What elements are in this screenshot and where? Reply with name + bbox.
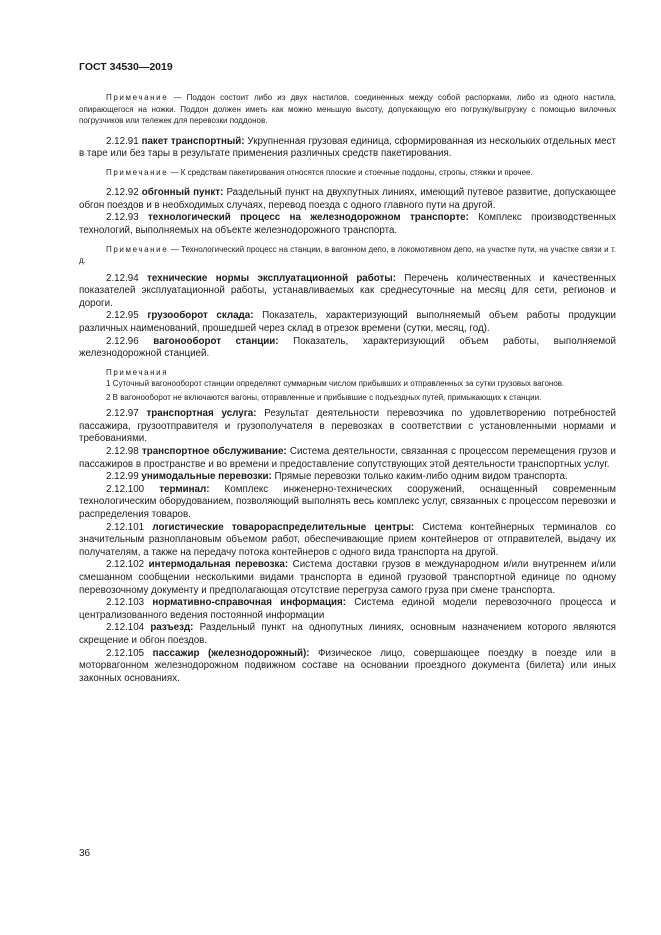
term-entry-2-12-96 xyxy=(79,336,616,361)
note xyxy=(79,167,616,179)
entry-number: 2.12.93 xyxy=(106,212,139,224)
term-entry-2-12-99 xyxy=(79,471,616,484)
term-title: грузооборот склада: xyxy=(147,310,254,322)
term-definition: Результат деятельности перевозчика по удовлетворению потребностей пассажира, грузоотправителя и грузополучателя в перевозках в соответствии с установленными нормами и требованиями. xyxy=(79,408,616,445)
entry-number: 2.12.105 xyxy=(106,647,145,659)
term-definition: Раздельный пункт на однопутных линиях, основным назначением которого являются скрещение и обгон поездов. xyxy=(79,622,616,646)
entry-number: 2.12.98 xyxy=(106,446,139,457)
note-text: — Поддон состоит либо из двух настилов, соединенных между собой распорками, либо из одного настила, опирающегося на ножки. Поддон должен иметь как можно меньшую высоту, допускающую его погрузку/выгрузку с помощью вилочных погрузчиков или тележек для перевозки поддонов. xyxy=(79,93,616,125)
term-entry-2-12-92 xyxy=(79,187,616,212)
entry-number: 2.12.95 xyxy=(106,310,139,322)
note-text: — Технологический процесс на станции, в вагонном депо, в локомотивном депо, на участке пути, на участке связи и т. д. xyxy=(79,244,616,266)
term-definition: Система деятельности, связанная с процессом перемещения грузов и пассажиров в пространстве и во времени и предоставление сопутствующих этой деятельности транспортных услуг. xyxy=(79,446,616,470)
term-definition: Перечень количественных и качественных показателей эксплуатационной работы, устанавливаемых как среднесуточные на месяц для сети, регионов и дороги. xyxy=(79,272,617,309)
note-text: — К средствам пакетирования относятся плоские и стоечные поддоны, стропы, стяжки и прочее. xyxy=(170,167,533,177)
term-title: нормативно-справочная информация: xyxy=(152,597,346,609)
term-title: транспортная услуга: xyxy=(146,408,257,420)
term-title: логистические товарораспределительные центры: xyxy=(152,521,415,533)
term-title: технические нормы эксплуатационной работы: xyxy=(147,272,396,284)
term-entry-2-12-102 xyxy=(79,559,616,597)
term-definition: Укрупненная грузовая единица, сформированная из нескольких отдельных мест в таре или без тары в результате применения различных средств пакетирования. xyxy=(79,135,616,160)
term-title: технологический процесс на железнодорожном транспорте: xyxy=(148,212,469,224)
term-entry-2-12-105 xyxy=(79,648,616,686)
term-entry-2-12-91 xyxy=(79,136,616,161)
term-definition: Система контейнерных терминалов со значительным разноплановым объемом работ, обеспечивающие прием контейнеров от отправителей, выдачу их получателям, а также на передачу потока контейнеров с одного вида транспорта на другой. xyxy=(79,521,616,558)
page-content xyxy=(79,92,616,685)
term-title: разъезд: xyxy=(150,622,194,634)
term-definition: Раздельный пункт на двухпутных линиях, имеющий путевое развитие, допускающее обгон поездов и в необходимых случаях, перевод поезда с одного главного пути на другой. xyxy=(79,187,616,211)
term-entry-2-12-98 xyxy=(79,446,616,471)
term-title: пакет транспортный: xyxy=(141,135,245,147)
term-entry-2-12-104 xyxy=(79,622,616,647)
notes-item: 2 В вагонооборот не включаются вагоны, отправленные и прибывшие с подъездных путей, примыкающих к станции. xyxy=(106,392,542,402)
entry-number: 2.12.102 xyxy=(106,559,145,571)
page-number: 36 xyxy=(79,848,91,859)
term-definition: Система доставки грузов в международном и/или внутреннем и/или смешанном сообщении несколькими видами транспорта в единой грузовой транспортной единице по одному перевозочному документу и предполагающая отсутствие перегруза самого груза при смене транспорта. xyxy=(79,559,616,596)
term-entry-2-12-97 xyxy=(79,408,616,446)
note-label: Примечание xyxy=(106,244,169,254)
term-title: унимодальные перевозки: xyxy=(141,471,272,483)
notes-heading: Примечания xyxy=(106,367,169,377)
notes-item: 1 Суточный вагонооборот станции определяют суммарным числом прибывших и отправленных за сутки грузовых вагонов. xyxy=(106,379,565,389)
term-entry-2-12-103 xyxy=(79,597,616,622)
entry-number: 2.12.94 xyxy=(106,272,139,284)
entry-number: 2.12.101 xyxy=(106,521,145,533)
term-entry-2-12-100 xyxy=(79,484,616,522)
term-entry-2-12-93 xyxy=(79,212,616,237)
term-title: терминал: xyxy=(159,483,210,495)
entry-number: 2.12.91 xyxy=(106,135,139,147)
term-entry-2-12-95 xyxy=(79,310,616,335)
entry-number: 2.12.97 xyxy=(106,408,139,420)
term-definition: Показатель, характеризующий выполняемый объем работы продукции различных наименований, прошедшей через склад в отрезок времени (сутки, месяц, год). xyxy=(79,310,616,334)
term-title: обгонный пункт: xyxy=(141,187,224,199)
term-title: транспортное обслуживание: xyxy=(141,446,287,457)
term-definition: Система единой модели перевозочного процесса и централизованного ведения постоянной информации xyxy=(79,597,616,621)
term-title: вагонооборот станции: xyxy=(153,335,279,347)
term-definition: Прямые перевозки только каким-либо одним видом транспорта. xyxy=(271,471,568,483)
note-label: Примечание xyxy=(106,93,169,102)
entry-number: 2.12.104 xyxy=(106,622,145,634)
entry-number: 2.12.96 xyxy=(106,335,139,347)
term-definition: Комплекс инженерно-технических сооружений, оснащенный современным технологическим оборудованием, позволяющий выполнять весь комплекс услуг, связанных с процессом перевозки и распределения товаров. xyxy=(79,483,616,520)
term-definition: Показатель, характеризующий объем работы, выполняемой железнодорожной станцией. xyxy=(79,335,616,360)
note xyxy=(79,92,616,127)
term-definition: Физическое лицо, совершающее поездку в поезде или в моторвагонном железнодорожном подвижном составе на основании проездного документа (билета) или иных законных основаниях. xyxy=(79,647,616,684)
term-title: пассажир (железнодорожный): xyxy=(152,647,310,659)
entry-number: 2.12.99 xyxy=(106,471,139,483)
term-entry-2-12-94 xyxy=(79,273,616,311)
term-entry-2-12-101 xyxy=(79,522,616,560)
entry-number: 2.12.92 xyxy=(106,187,139,199)
entry-number: 2.12.100 xyxy=(106,483,145,495)
standard-header: ГОСТ 34530—2019 xyxy=(79,61,173,73)
term-title: интермодальная перевозка: xyxy=(148,559,289,571)
note-label: Примечание xyxy=(106,167,169,177)
note xyxy=(79,244,616,267)
entry-number: 2.12.103 xyxy=(106,597,145,609)
term-definition: Комплекс производственных технологий, выполняемых на объекте железнодорожного транспорта. xyxy=(79,212,617,236)
